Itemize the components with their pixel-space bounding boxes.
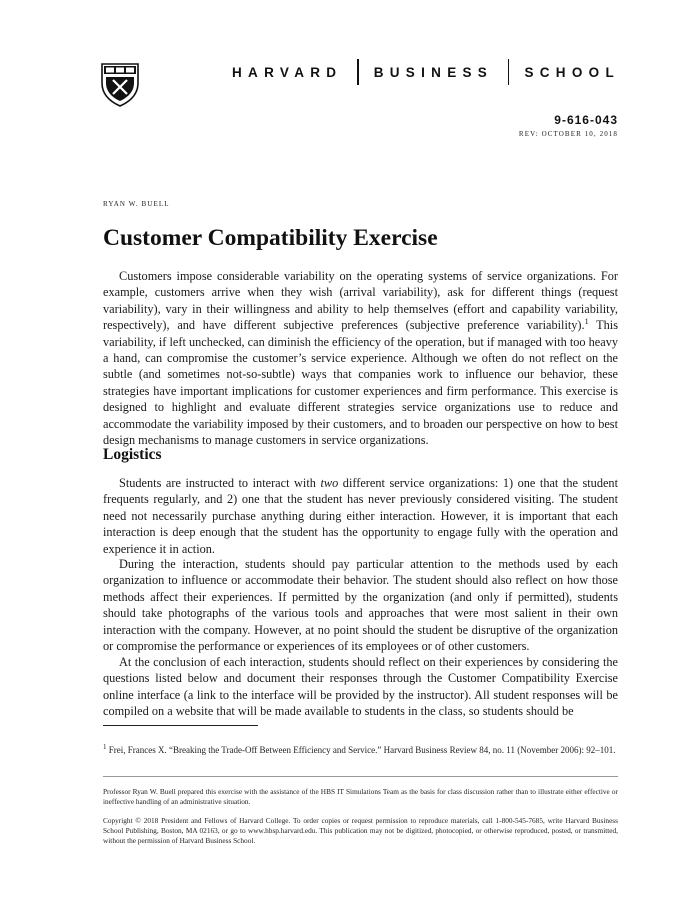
footer-divider [103,776,618,777]
logistics-paragraph-2: During the interaction, students should pay particular attention to the methods used by each organization to influence or accommodate their behavior. The student should also reflect on how those methods affect their experiences. If permitted by the organization (and only if permitted), students should take photographs of the various tools and approaches that were most salient in their own interaction with the company. However, at no point should the student be disruptive of the organization or compromise the performance or experiences of its employees or of other customers. [103,557,618,654]
preparation-note: Professor Ryan W. Buell prepared this exercise with the assistance of the HBS IT Simulations Team as the basis for class discussion rather than to illustrate either effective or ineffective handling of an administrative situation. [103,787,618,806]
school-word-school: SCHOOL [524,64,620,80]
footnote-reference[interactable]: 1 [584,317,589,327]
author-name: RYAN W. BUELL [103,200,170,208]
logistics-p1-end: different service organizations: 1) one that the student frequents regularly, and 2) one that the student has never previously considered visiting. The student need not necessarily purchase anything during either interaction. However, it is important that each interaction is deep enough that the student has the opportunity to engage fully with the operation and experience it in action. [103,476,618,556]
logistics-paragraph-3: At the conclusion of each interaction, students should reflect on their experiences by considering the questions listed below and document their responses through the Customer Compatibility Exercise online interface (a link to the interface will be provided by the instructor). All student responses will be compiled on a website that will be made available to students in the class, so students should be [103,655,618,719]
school-word-harvard: HARVARD [232,64,343,80]
intro-text: Customers impose considerable variability on the operating systems of service organizations. For example, customers arrive when they wish (arrival variability), ask for different things (request variability), vary in their willingness and ability to help themselves (effort and capability variability, respectively), and have different subjective preferences (subjective preference variability). [103,269,618,333]
copyright-notice: Copyright © 2018 President and Fellows of Harvard College. To order copies or request permission to reproduce materials, call 1-800-545-7685, write Harvard Business School Publishing, Boston, MA 02163, or go to www.hbsp.harvard.edu. This publication may not be digitized, photocopied, or otherwise reproduced, posted, or transmitted, without the permission of Harvard Business School. [103,816,618,845]
logistics-p1-emphasis: two [320,476,339,490]
hbs-shield-icon [101,63,139,107]
school-name-wordmark [232,60,620,84]
case-number: 9-616-043 [554,113,618,127]
logistics-paragraph-1 [103,475,618,557]
revision-date: REV: OCTOBER 10, 2018 [518,130,618,138]
footnote-number: 1 [103,743,107,751]
footnote [103,741,618,756]
document-title: Customer Compatibility Exercise [103,225,438,251]
school-word-business: BUSINESS [373,64,494,80]
intro-paragraph [103,268,618,448]
footnote-divider [103,725,258,726]
logistics-p1-start: Students are instructed to interact with [119,476,321,490]
footnote-text: Frei, Frances X. “Breaking the Trade-Off Between Efficiency and Service.” Harvard Business Review 84, no. 11 (November 2006): 92–101. [106,745,616,755]
logistics-heading: Logistics [103,446,162,463]
wordmark-divider [357,59,358,85]
wordmark-divider [508,59,509,85]
intro-text-continued: This variability, if left unchecked, can diminish the efficiency of the operation, but if managed with too heavy a hand, can compromise the customer’s service experience. Although we often do not reflect on the subtle (and sometimes not-so-subtle) ways that companies work to influence our behavior, these strategies have important implications for customer experiences and firm performance. This exercise is designed to highlight and evaluate different strategies service organizations use to reduce and accommodate the variability imposed by their customers, and to broaden our perspective on how to best design mechanisms to manage customers in service organizations. [103,318,618,448]
